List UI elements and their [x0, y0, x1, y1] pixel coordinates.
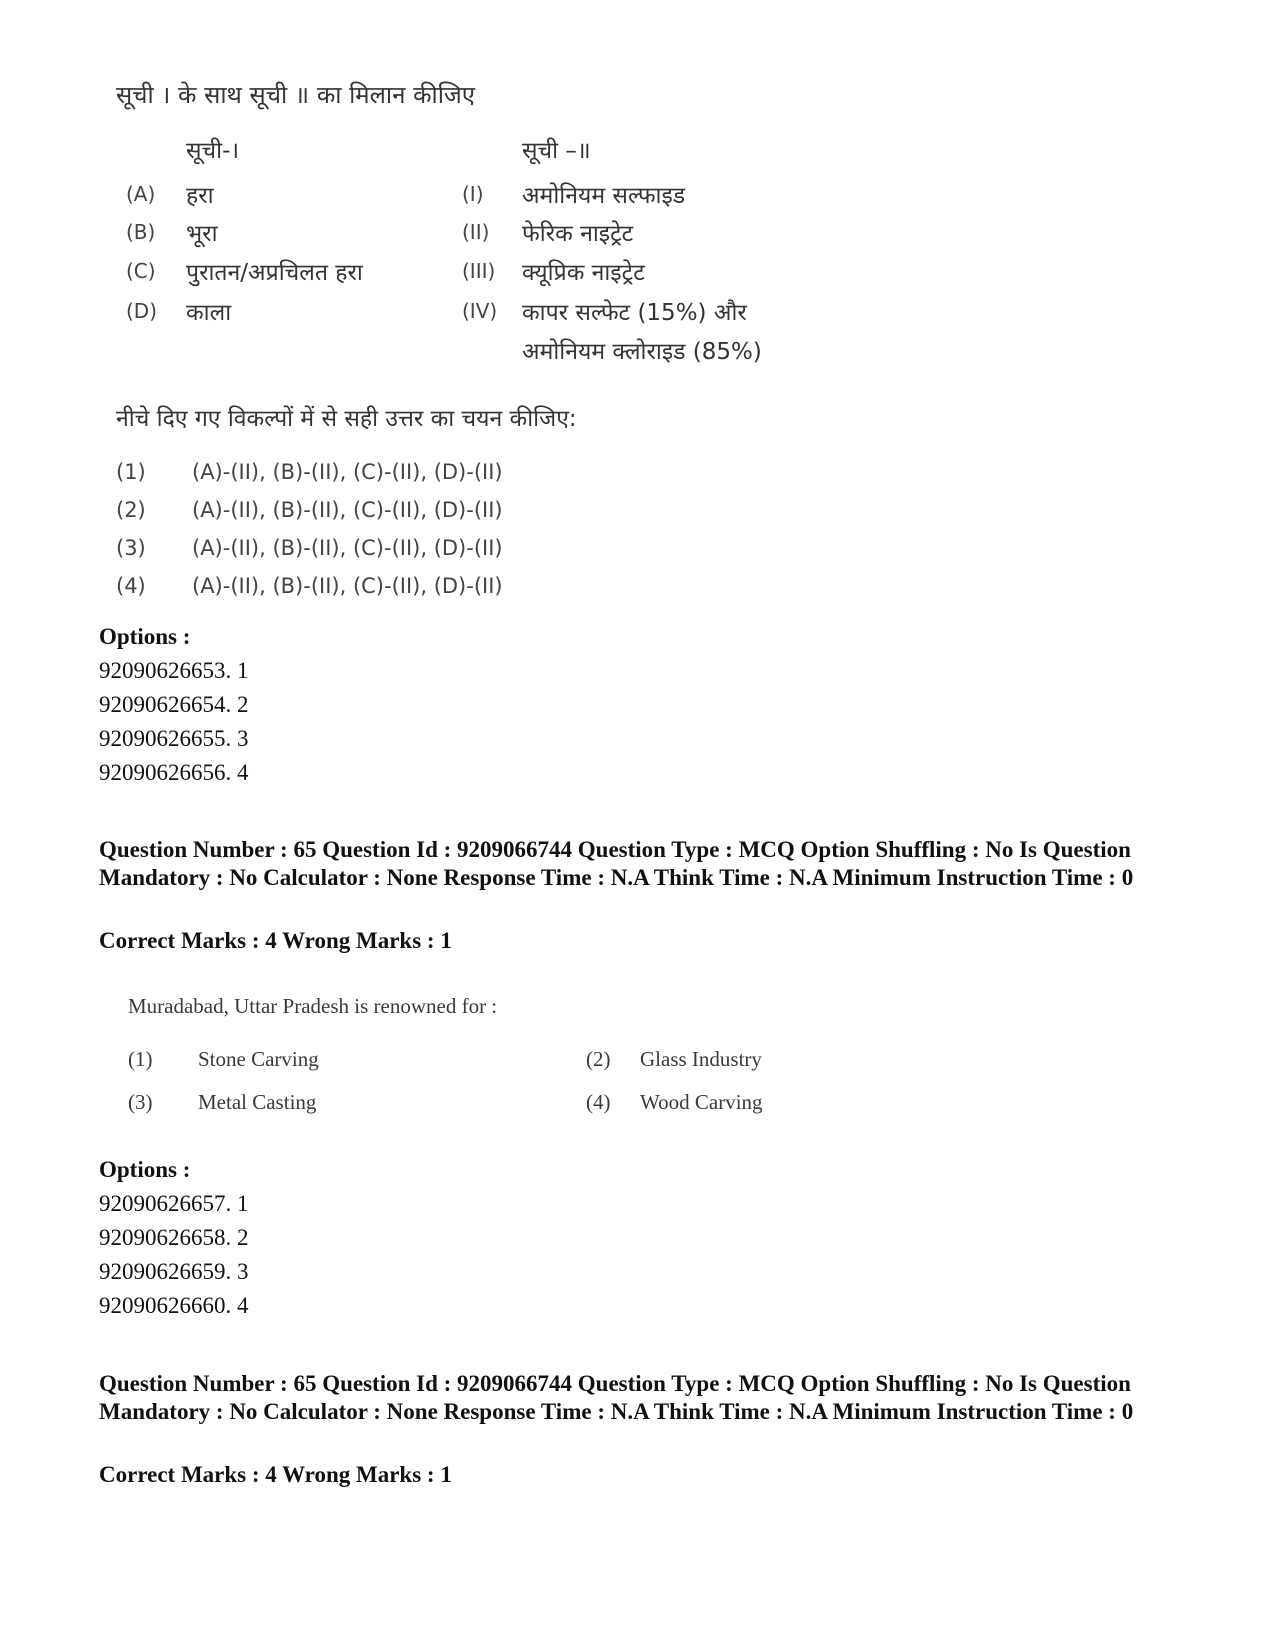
- answer-text: (A)-(II), (B)-(II), (C)-(II), (D)-(II): [192, 574, 503, 598]
- choice-number: (3): [128, 1090, 153, 1114]
- match-instruction: नीचे दिए गए विकल्पों में से सही उत्तर का चयन कीजिए:: [116, 406, 577, 432]
- option-item: 92090626656. 4: [99, 760, 249, 785]
- list2-item: फेरिक नाइट्रेट: [522, 221, 634, 247]
- option-item: 92090626654. 2: [99, 692, 249, 717]
- options-heading: Options :: [99, 1157, 191, 1182]
- list2-heading: सूची –॥: [522, 138, 591, 164]
- question-meta: Question Number : 65 Question Id : 9209066744 Question Type : MCQ Option Shuffling : No Is Question Mandatory : No Calculator : None Response Time : N.A Think Time : N.A Minimum Instruction Time : 0: [99, 1371, 1134, 1424]
- list2-item: अमोनियम सल्फाइड: [522, 183, 686, 209]
- answer-text: (A)-(II), (B)-(II), (C)-(II), (D)-(II): [192, 460, 503, 484]
- list1-item: भूरा: [186, 221, 218, 247]
- option-item: 92090626657. 1: [99, 1191, 249, 1216]
- list2-label: (I): [462, 182, 484, 206]
- choice-number: (1): [128, 1047, 153, 1071]
- option-item: 92090626655. 3: [99, 726, 249, 751]
- choice-text: Wood Carving: [640, 1090, 763, 1114]
- list2-label: (IV): [462, 299, 498, 323]
- answer-number: (2): [116, 498, 146, 522]
- choice-number: (2): [586, 1047, 611, 1071]
- list2-item-continued: अमोनियम क्लोराइड (85%): [522, 339, 762, 365]
- list2-label: (II): [462, 220, 490, 244]
- list2-label: (III): [462, 259, 496, 283]
- question-marks: Correct Marks : 4 Wrong Marks : 1: [99, 928, 452, 953]
- options-heading: Options :: [99, 624, 191, 649]
- question-marks: Correct Marks : 4 Wrong Marks : 1: [99, 1462, 452, 1487]
- question-meta: Question Number : 65 Question Id : 9209066744 Question Type : MCQ Option Shuffling : No Is Question Mandatory : No Calculator : None Response Time : N.A Think Time : N.A Minimum Instruction Time : 0: [99, 837, 1134, 890]
- option-item: 92090626660. 4: [99, 1293, 249, 1318]
- choice-text: Stone Carving: [198, 1047, 319, 1071]
- list1-item: पुरातन/अप्रचिलत हरा: [186, 260, 363, 286]
- list1-heading: सूची-।: [186, 138, 240, 164]
- answer-number: (1): [116, 460, 146, 484]
- choice-text: Metal Casting: [198, 1090, 317, 1114]
- choice-text: Glass Industry: [640, 1047, 762, 1071]
- answer-number: (4): [116, 574, 146, 598]
- choice-number: (4): [586, 1090, 611, 1114]
- list1-label: (A): [126, 182, 156, 206]
- match-title: सूची । के साथ सूची ॥ का मिलान कीजिए: [116, 81, 476, 109]
- option-item: 92090626658. 2: [99, 1225, 249, 1250]
- answer-text: (A)-(II), (B)-(II), (C)-(II), (D)-(II): [192, 498, 503, 522]
- list1-item: हरा: [186, 183, 214, 209]
- answer-text: (A)-(II), (B)-(II), (C)-(II), (D)-(II): [192, 536, 503, 560]
- list1-label: (B): [126, 220, 156, 244]
- option-item: 92090626659. 3: [99, 1259, 249, 1284]
- list1-item: काला: [186, 300, 232, 326]
- list2-item: कापर सल्फेट (15%) और: [522, 300, 747, 326]
- list2-item: क्यूप्रिक नाइट्रेट: [522, 260, 645, 286]
- list1-label: (C): [126, 259, 156, 283]
- question-text: Muradabad, Uttar Pradesh is renowned for :: [128, 994, 498, 1018]
- answer-number: (3): [116, 536, 146, 560]
- option-item: 92090626653. 1: [99, 658, 249, 683]
- list1-label: (D): [126, 299, 158, 323]
